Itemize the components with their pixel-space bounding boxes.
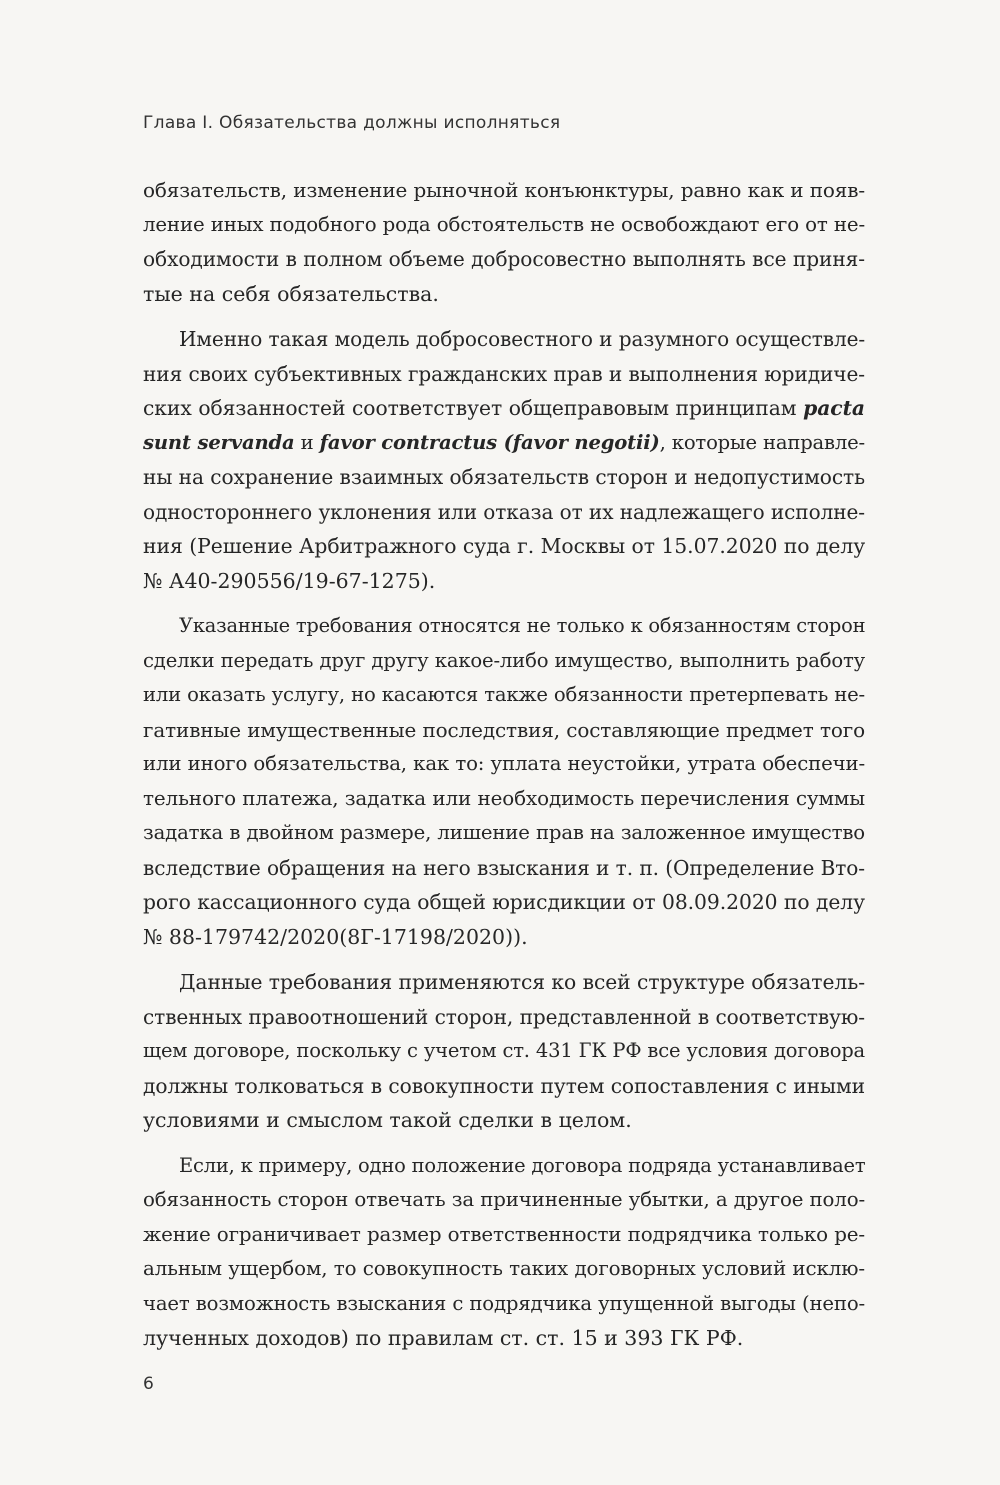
text-line: ния своих субъективных гражданских прав и выполнения юридиче- — [143, 361, 865, 386]
paragraph-1 — [143, 173, 865, 311]
text-line: ния (Решение Арбитражного суда г. Москвы от 15.07.2020 по делу — [143, 534, 866, 558]
text-line: Указанные требования относятся не только к обязанностям сторон — [179, 614, 866, 637]
text-line — [143, 426, 865, 461]
paragraph-2 — [143, 322, 865, 598]
text-line: вследствие обращения на него взыскания и т. п. (Определение Вто- — [143, 855, 865, 880]
text-line: ны на сохранение взаимных обязательств сторон и недопустимость — [143, 465, 865, 489]
page-number: 6 — [143, 1374, 154, 1394]
text-line: ление иных подобного рода обстоятельств не освобождают его от не- — [143, 212, 865, 236]
text-segment: , — [659, 430, 672, 454]
paragraph-3 — [143, 609, 865, 954]
text-line: Данные требования применяются ко всей структуре обязатель- — [179, 970, 865, 994]
running-head: Глава I. Обязательства должны исполняться — [143, 113, 561, 133]
text-line — [143, 391, 865, 426]
text-line: ственных правоотношений сторон, представленной в соответствую- — [143, 1004, 865, 1029]
text-line: условиями и смыслом такой сделки в целом. — [143, 1108, 632, 1132]
latin-term-pacta: pacta — [803, 396, 865, 420]
text-line: или оказать услугу, но касаются также обязанности претерпевать не- — [143, 683, 865, 706]
text-line: жение ограничивает размер ответственности подрядчика только ре- — [143, 1222, 865, 1246]
text-line: щем договоре, поскольку с учетом ст. 431 ГК РФ все условия договора — [143, 1039, 865, 1062]
text-line: обходимости в полном объеме добросовестно выполнять все приня- — [143, 247, 865, 271]
text-line: гативные имущественные последствия, составляющие предмет того — [143, 717, 865, 742]
text-line: № А40-290556/19-67-1275). — [143, 568, 436, 593]
text-line: задатка в двойном размере, лишение прав на заложенное имущество — [143, 821, 865, 844]
text-line: альным ущербом, то совокупность таких договорных условий исклю- — [143, 1257, 865, 1280]
text-line: Если, к примеру, одно положение договора подряда устанавливает — [179, 1153, 866, 1177]
body-text — [143, 173, 865, 1356]
text-segment: ских обязанностей соответствует общеправовым принципам — [143, 396, 804, 420]
text-line: Именно такая модель добросовестного и разумного осуществле- — [179, 327, 866, 351]
text-line: рого кассационного суда общей юрисдикции от 08.09.2020 по делу — [143, 890, 865, 914]
paragraph-5 — [143, 1149, 865, 1356]
text-line: обязательств, изменение рыночной конъюнктуры, равно как и появ- — [143, 178, 865, 202]
text-line: обязанность сторон отвечать за причиненные убытки, а другое поло- — [143, 1188, 865, 1211]
text-line: лученных доходов) по правилам ст. ст. 15 и 393 ГК РФ. — [143, 1326, 744, 1350]
text-line: тельного платежа, задатка или необходимость перечисления суммы — [143, 786, 865, 810]
text-segment: которые направле- — [671, 430, 865, 454]
text-line: одностороннего уклонения или отказа от их надлежащего исполне- — [143, 499, 865, 524]
text-line: № 88-179742/2020(8Г-17198/2020)). — [143, 924, 528, 949]
text-segment: и — [294, 430, 320, 454]
paragraph-4 — [143, 965, 865, 1138]
text-line: или иного обязательства, как то: уплата неустойки, утрата обеспечи- — [143, 752, 865, 775]
latin-term-sunt-servanda: sunt servanda — [143, 430, 295, 454]
text-line: тые на себя обязательства. — [143, 281, 439, 306]
latin-term-favor-contractus: favor contractus (favor negotii) — [319, 430, 660, 454]
text-line: сделки передать друг другу какое-либо имущество, выполнить работу — [143, 648, 865, 672]
text-line: чает возможность взыскания с подрядчика упущенной выгоды (непо- — [143, 1291, 865, 1315]
text-line: должны толковаться в совокупности путем сопоставления с иными — [143, 1073, 866, 1098]
